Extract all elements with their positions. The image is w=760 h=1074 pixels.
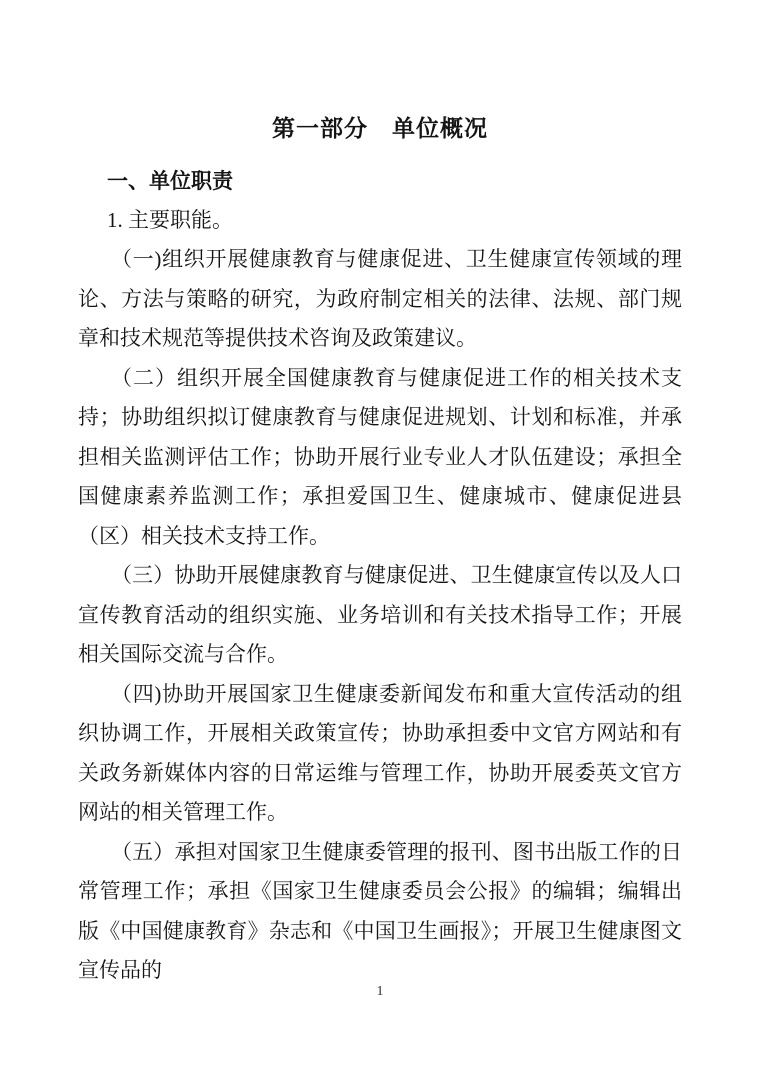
paragraph-4: （四)协助开展国家卫生健康委新闻发布和重大宣传活动的组织协调工作，开展相关政策宣传；协助承担委中文官方网站和有关政务新媒体内容的日常运维与管理工作，协助开展委英文官方网站的相关管理工作。 <box>78 681 682 824</box>
paragraph-2: （二）组织开展全国健康教育与健康促进工作的相关技术支持；协助组织拟订健康教育与健康促进规划、计划和标准，并承担相关监测评估工作；协助开展行业专业人才队伍建设；承担全国健康素养监测工作；承担爱国卫生、健康城市、健康促进县（区）相关技术支持工作。 <box>78 365 682 548</box>
document-title: 第一部分 单位概况 <box>272 115 488 141</box>
paragraph-5: （五）承担对国家卫生健康委管理的报刊、图书出版工作的日常管理工作；承担《国家卫生健康委员会公报》的编辑；编辑出版《中国健康教育》杂志和《中国卫生画报》；开展卫生健康图文宣传品的 <box>78 839 682 982</box>
page-number: 1 <box>376 984 384 999</box>
section-heading-unit-duties: 一、单位职责 <box>107 170 233 193</box>
paragraph-1: （一)组织开展健康教育与健康促进、卫生健康宣传领域的理论、方法与策略的研究，为政府制定相关的法律、法规、部门规章和技术规范等提供技术咨询及政策建议。 <box>78 247 682 350</box>
item-heading-main-functions: 1. 主要职能。 <box>107 208 233 232</box>
paragraph-3: （三）协助开展健康教育与健康促进、卫生健康宣传以及人口宣传教育活动的组织实施、业务培训和有关技术指导工作；开展相关国际交流与合作。 <box>78 563 682 666</box>
